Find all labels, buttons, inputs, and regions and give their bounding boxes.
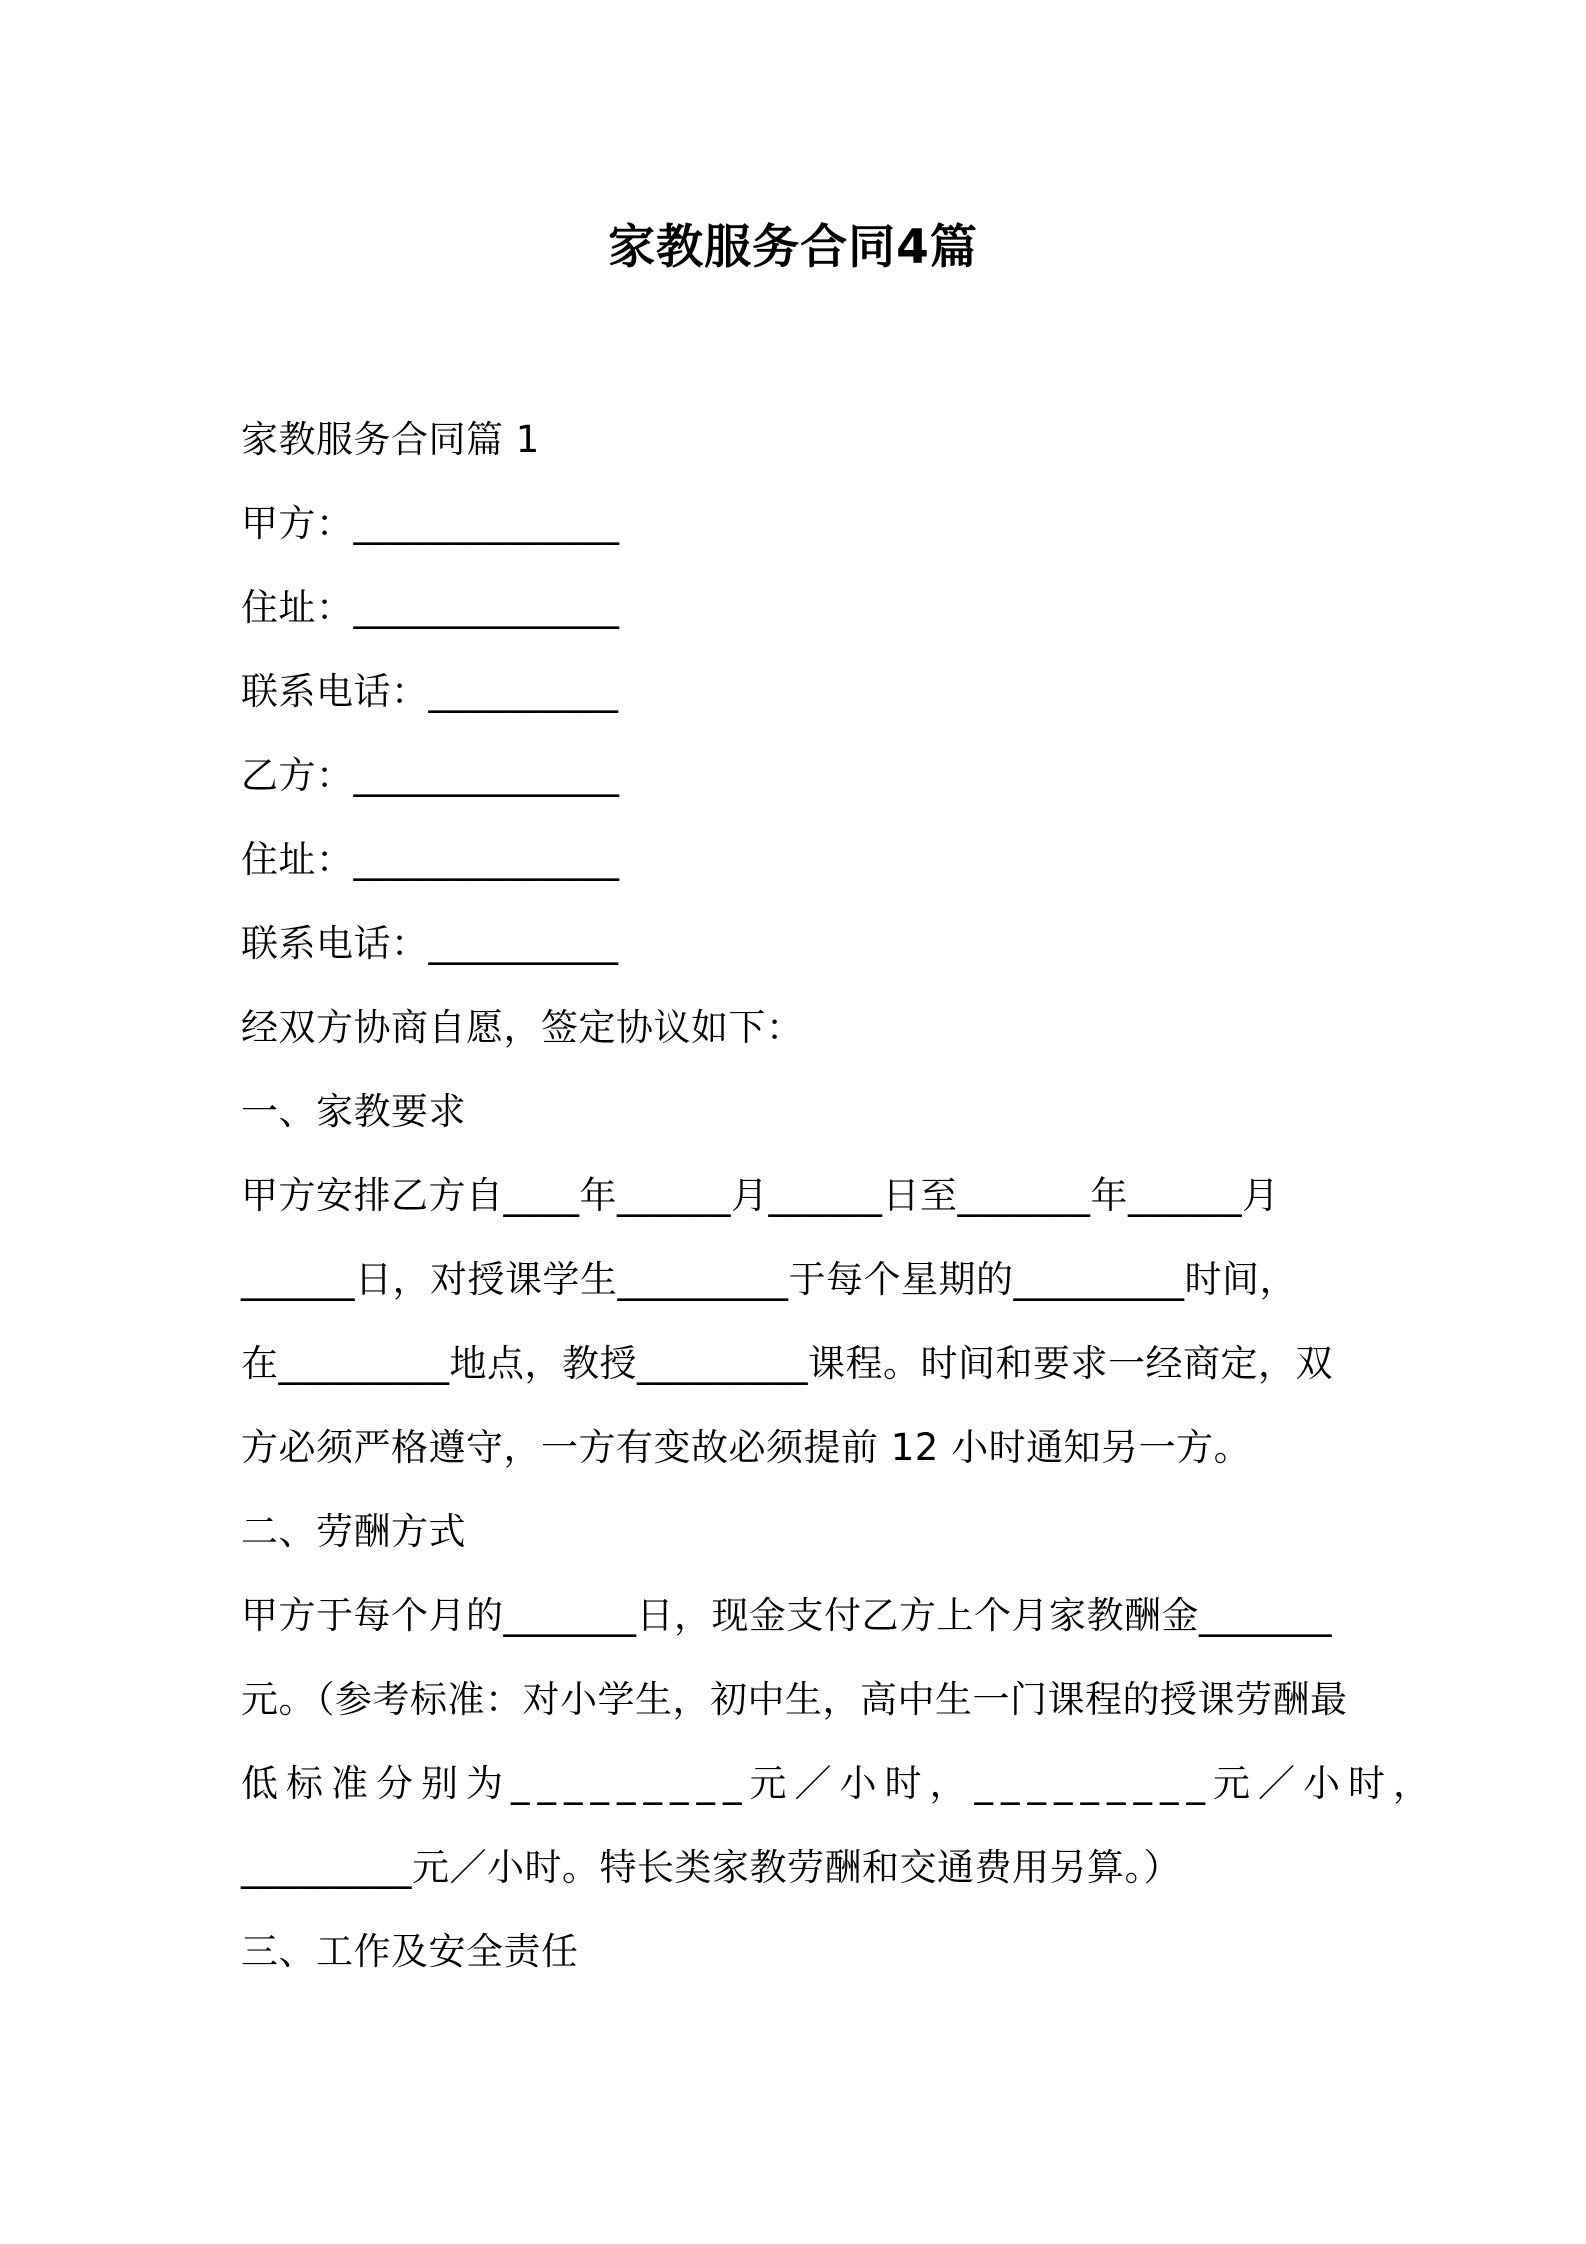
clause-2-text-line: 甲方于每个月的_______日，现金支付乙方上个月家教酬金_______: [241, 1594, 1332, 1637]
clause-2-heading: 二、劳酬方式: [241, 1510, 466, 1553]
clause-1-text-line: 方必须严格遵守，一方有变故必须提前 12 小时通知另一方。: [241, 1426, 1252, 1469]
party-b-field: 乙方：______________: [241, 754, 620, 797]
party-b-address-field: 住址：______________: [241, 838, 620, 881]
clause-1-text-line: 甲方安排乙方自____年______月______日至_______年______月: [241, 1174, 1280, 1217]
document-body: [241, 398, 1438, 1994]
agreement-intro: 经双方协商自愿，签定协议如下：: [241, 1006, 804, 1049]
clause-2-text-line: 元。（参考标准：对小学生，初中生，高中生一门课程的授课劳酬最: [241, 1678, 1348, 1721]
party-a-field: 甲方：______________: [241, 502, 620, 545]
clause-1-heading: 一、家教要求: [241, 1090, 466, 1133]
party-a-address-field: 住址：______________: [241, 586, 620, 629]
party-b-phone-field: 联系电话：__________: [241, 922, 619, 965]
clause-2-text-line: _________元／小时。特长类家教劳酬和交通费用另算。）: [241, 1846, 1181, 1889]
document-title: 家教服务合同4篇: [608, 220, 978, 275]
clause-2-text-line: 低标准分别为_________元／小时，_________元／小时，: [241, 1762, 1438, 1805]
clause-1-text-line: 在_________地点，教授_________课程。时间和要求一经商定，双: [241, 1342, 1333, 1385]
party-a-phone-field: 联系电话：__________: [241, 670, 619, 713]
clause-1-text-line: ______日，对授课学生_________于每个星期的_________时间，: [241, 1258, 1297, 1301]
clause-3-heading: 三、工作及安全责任: [241, 1930, 579, 1973]
section-heading: 家教服务合同篇 1: [241, 418, 540, 461]
